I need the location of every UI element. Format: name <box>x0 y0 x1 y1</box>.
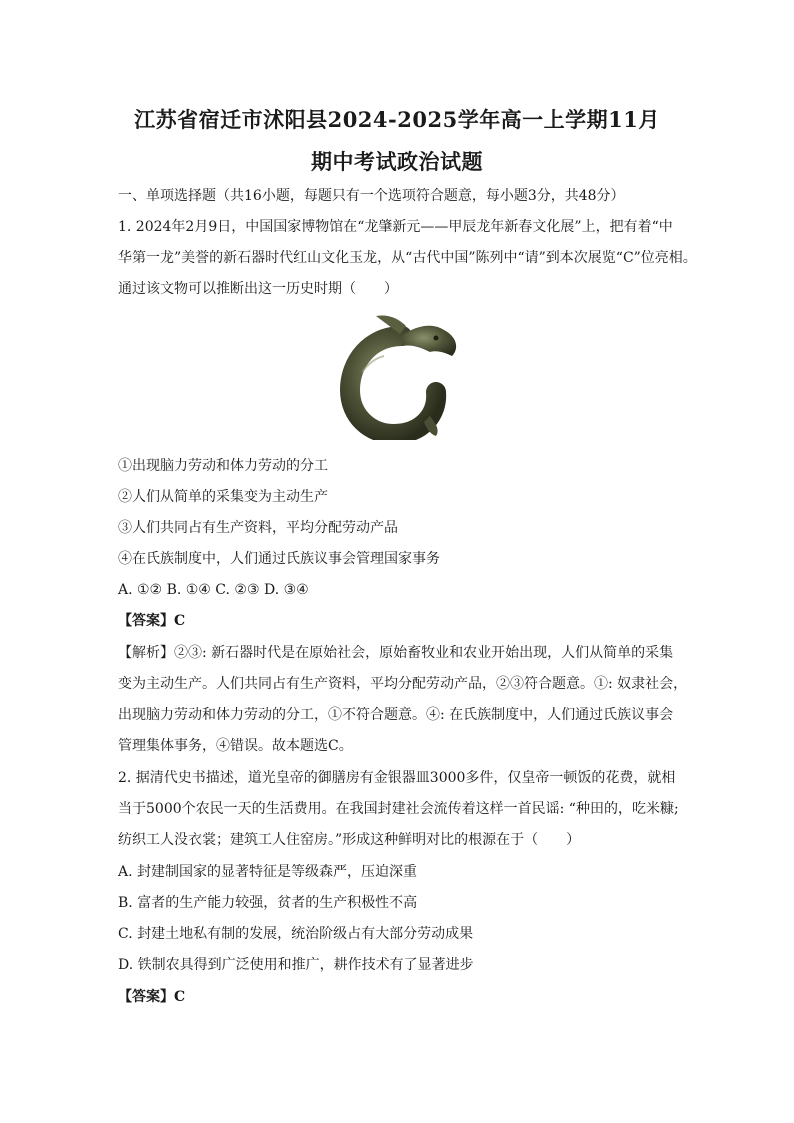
q1-option-4: ④在氏族制度中，人们通过氏族议事会管理国家事务 <box>118 551 440 567</box>
q1-answer: 【答案】C <box>118 613 186 629</box>
q2-option-d: D. 铁制农具得到广泛使用和推广，耕作技术有了显著进步 <box>118 957 474 973</box>
q1-analysis-line-2: 变为主动生产。人们共同占有生产资料，平均分配劳动产品，②③符合题意。①: 奴隶社会， <box>118 676 688 692</box>
q1-analysis-line-1: 【解析】②③: 新石器时代是在原始社会，原始畜牧业和农业开始出现，人们从简单的采集 <box>118 645 674 661</box>
document-title-line-1: 江苏省宿迁市沭阳县2024-2025学年高一上学期11月 <box>134 107 660 132</box>
q1-choices: A. ①② B. ①④ C. ②③ D. ③④ <box>118 582 309 598</box>
q1-analysis-line-4: 管理集体事务，④错误。故本题选C。 <box>118 738 353 754</box>
section-heading: 一、单项选择题（共16小题，每题只有一个选项符合题意，每小题3分，共48分） <box>118 188 625 204</box>
q1-stem-line-3: 通过该文物可以推断出这一历史时期（ ） <box>118 281 398 297</box>
q2-option-b: B. 富者的生产能力较强，贫者的生产积极性不高 <box>118 895 418 911</box>
q1-option-2: ②人们从简单的采集变为主动生产 <box>118 489 328 505</box>
q2-stem-line-3: 纺织工人没衣裳；建筑工人住窑房。”形成这种鲜明对比的根源在于（ ） <box>118 832 581 848</box>
q1-stem-line-2: 华第一龙”美誉的新石器时代红山文化玉龙，从“古代中国”陈列中“请”到本次展览“C”位亮相。 <box>118 250 697 266</box>
q1-stem-line-1: 1. 2024年2月9日，中国国家博物馆在“龙肇新元——甲辰龙年新春文化展”上，把有着“中 <box>118 219 673 235</box>
q2-stem-line-1: 2. 据清代史书描述，道光皇帝的御膳房有金银器皿3000多件，仅皇帝一顿饭的花费，就相 <box>118 770 676 786</box>
q2-option-a: A. 封建制国家的显著特征是等级森严，压迫深重 <box>118 864 418 880</box>
jade-dragon-icon <box>332 312 462 440</box>
q1-option-1: ①出现脑力劳动和体力劳动的分工 <box>118 458 328 474</box>
q2-stem-line-2: 当于5000个农民一天的生活费用。在我国封建社会流传着这样一首民谣: “种田的，吃米糠; <box>118 801 679 817</box>
q1-analysis-line-3: 出现脑力劳动和体力劳动的分工，①不符合题意。④: 在氏族制度中，人们通过氏族议事会 <box>118 707 674 723</box>
document-title-line-2: 期中考试政治试题 <box>311 149 483 174</box>
q2-option-c: C. 封建土地私有制的发展，统治阶级占有大部分劳动成果 <box>118 926 474 942</box>
jade-dragon-image <box>332 312 462 440</box>
q2-answer: 【答案】C <box>118 989 186 1005</box>
q1-option-3: ③人们共同占有生产资料，平均分配劳动产品 <box>118 520 398 536</box>
